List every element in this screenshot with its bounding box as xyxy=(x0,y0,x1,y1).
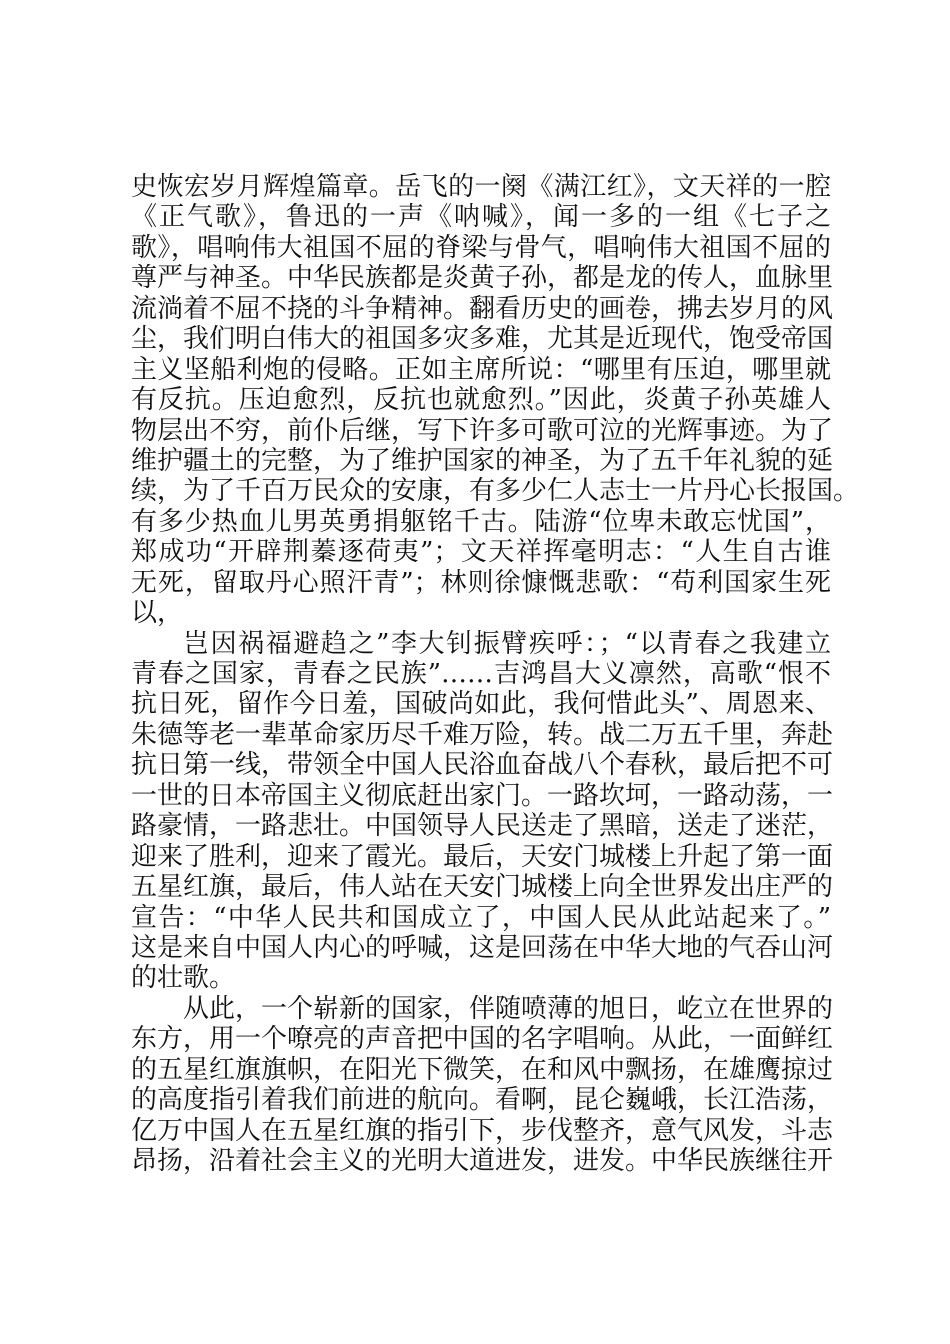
text-line: 以， xyxy=(131,598,184,629)
text-line: 的壮歌。 xyxy=(131,963,236,994)
text-line: 一世的日本帝国主义彻底赶出家门。一路坎坷，一路动荡，一 xyxy=(131,780,834,811)
text-line: 亿万中国人在五星红旗的指引下，步伐整齐，意气风发，斗志 xyxy=(131,1115,834,1146)
text-line: 续，为了千百万民众的安康，有多少仁人志士一片丹心长报国。 xyxy=(131,476,860,507)
text-line: 抗日第一线，带领全中国人民浴血奋战八个春秋，最后把不可 xyxy=(131,750,834,781)
paragraph-start-line: 岂因祸福避趋之”李大钊振臂疾呼：；“以青春之我建立 xyxy=(183,628,831,659)
text-line: 维护疆土的完整，为了维护国家的神圣，为了五千年礼貌的延 xyxy=(131,445,834,476)
text-line: 流淌着不屈不挠的斗争精神。翻看历史的画卷，拂去岁月的风 xyxy=(131,293,834,324)
text-line: 朱德等老一辈革命家历尽千难万险，转。战二万五千里，奔赴 xyxy=(131,719,834,750)
text-line: 物层出不穷，前仆后继，写下许多可歌可泣的光辉事迹。为了 xyxy=(131,415,834,446)
paragraph-start-line: 从此，一个崭新的国家，伴随喷薄的旭日，屹立在世界的 xyxy=(183,993,834,1024)
text-line: 史恢宏岁月辉煌篇章。岳飞的一阕《满江红》，文天祥的一腔 xyxy=(131,172,831,202)
text-line: 有多少热血儿男英勇捐躯铭千古。陆游“位卑未敢忘忧国”， xyxy=(131,506,831,537)
text-line: 《正气歌》，鲁迅的一声《呐喊》，闻一多的一组《七子之 xyxy=(131,202,831,233)
text-line: 东方，用一个嘹亮的声音把中国的名字唱响。从此，一面鲜红 xyxy=(131,1024,834,1055)
text-line: 路豪情，一路悲壮。中国领导人民送走了黑暗，送走了迷茫， xyxy=(131,811,834,842)
text-line: 迎来了胜利，迎来了霞光。最后，天安门城楼上升起了第一面 xyxy=(131,841,834,872)
text-line: 五星红旗，最后，伟人站在天安门城楼上向全世界发出庄严的 xyxy=(131,872,834,903)
text-line: 的高度指引着我们前进的航向。看啊，昆仑巍峨，长江浩荡， xyxy=(131,1085,834,1116)
text-line: 昂扬，沿着社会主义的光明大道进发，进发。中华民族继往开 xyxy=(131,1146,834,1176)
text-line: 有反抗。压迫愈烈，反抗也就愈烈。”因此，炎黄子孙英雄人 xyxy=(131,385,831,416)
text-line: 的五星红旗旗帜，在阳光下微笑，在和风中飘扬，在雄鹰掠过 xyxy=(131,1054,834,1085)
text-line: 抗日死，留作今日羞，国破尚如此，我何惜此头”、周恩来、 xyxy=(131,689,831,720)
text-line: 郑成功“开辟荆蓁逐荷夷”；文天祥挥毫明志：“人生自古谁 xyxy=(131,537,831,568)
text-line: 宣告：“中华人民共和国成立了，中国人民从此站起来了。” xyxy=(131,902,831,933)
text-line: 这是来自中国人内心的呼喊，这是回荡在中华大地的气吞山河 xyxy=(131,932,834,963)
text-line: 歌》，唱响伟大祖国不屈的脊梁与骨气，唱响伟大祖国不屈的 xyxy=(131,232,831,263)
text-line: 主义坚船利炮的侵略。正如主席所说：“哪里有压迫，哪里就 xyxy=(131,354,831,385)
text-line: 青春之国家，青春之民族”……吉鸿昌大义凛然，高歌“恨不 xyxy=(131,659,831,689)
text-line: 尊严与神圣。中华民族都是炎黄子孙，都是龙的传人，血脉里 xyxy=(131,263,834,294)
body-text xyxy=(131,172,860,1176)
text-line: 尘，我们明白伟大的祖国多灾多难，尤其是近现代，饱受帝国 xyxy=(131,324,834,355)
text-line: 无死，留取丹心照汗青”；林则徐慷慨悲歌：“苟利国家生死 xyxy=(131,567,831,598)
